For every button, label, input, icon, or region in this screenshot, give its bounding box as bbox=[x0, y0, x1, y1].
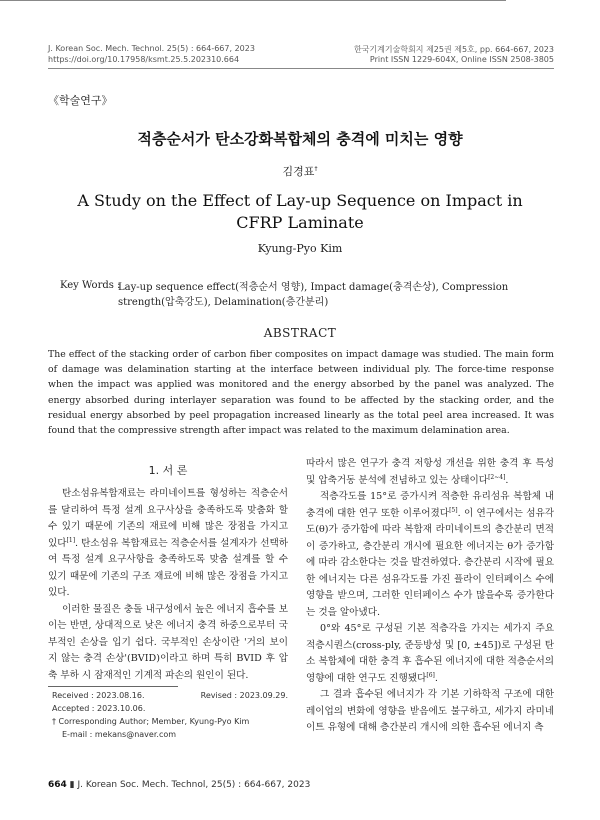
paper-title-en-line2: CFRP Laminate bbox=[236, 213, 364, 232]
keywords-label: Key Words : bbox=[60, 280, 121, 291]
revised-date: Revised : 2023.09.29. bbox=[200, 691, 288, 700]
page-footer bbox=[48, 780, 310, 790]
right-p2-text-b: . 이 연구에서는 섬유각도(θ)가 증가함에 따라 복합재 라미네이트의 층간분리 면적이 증가하고, 층간분리 개시에 필요한 에너지는 θ가 증가함에 따라 감소한다는 것을 발견하였다. 층간분리 시작에 필요한 에너지는 다른 섬유각도를 가진 플라이 인터페이스 수에 영향을 받으며, 그러한 인터페이스 수가 많을수록 증가한다는 것을 알아냈다. bbox=[306, 507, 554, 618]
author-en: Kyung-Pyo Kim bbox=[257, 242, 343, 255]
intro-column-right bbox=[306, 456, 554, 737]
section-tag: 《학술연구》 bbox=[48, 94, 113, 107]
paper-title-ko: 적층순서가 탄소강화복합체의 충격에 미치는 영향 bbox=[137, 130, 463, 148]
citation-ref: [6] bbox=[426, 671, 435, 679]
corresponding-author: † Corresponding Author; Member, Kyung-Pyo Kim bbox=[52, 717, 250, 726]
author-email[interactable]: E-mail : mekans@naver.com bbox=[62, 730, 177, 739]
abstract-heading: ABSTRACT bbox=[263, 326, 337, 340]
author-ko bbox=[0, 163, 600, 179]
right-paragraph-3 bbox=[306, 621, 554, 687]
right-p3-text-a: 0°와 45°로 구성된 기본 적층각을 가지는 세가지 주요 적층시퀀스(cross-ply, 준등방성 및 [0, ±45])로 구성된 탄소 복합체에 대한 충격 후 흡수된 에너지에 대한 적층순서의 영향에 대한 연구도 진행됐다 bbox=[306, 623, 554, 684]
right-paragraph-1 bbox=[306, 456, 554, 489]
header-divider bbox=[48, 68, 554, 69]
abstract-body: The effect of the stacking order of carbon fiber composites on impact damage was studied. The main form of damage was delamination starting at the interface between individual ply. The force-time response when the impact was applied was monitored and the energy absorbed by the panel was analyzed. The energy absorbed during interlayer separation was found to be affected by the stacking order, and the residual energy absorbed by peel propagation increased linearly as the total peel area increased. It was found that the compressive strength after impact was related to the maximum delamination area. bbox=[48, 349, 554, 437]
issn-info: Print ISSN 1229-604X, Online ISSN 2508-3805 bbox=[369, 55, 554, 64]
paper-title-en-line1: A Study on the Effect of Lay-up Sequence on Impact in bbox=[77, 191, 523, 210]
intro-p1-text-b: . 탄소섬유 복합재료는 적층순서를 설계자가 선택하여 특정 설계 요구사항을 충족하도록 맞춤 설계를 할 수 있기 때문에 기존의 구조 재료에 비해 많은 장점을 가지고 있다. bbox=[48, 537, 288, 598]
footer-divider bbox=[0, 0, 506, 1]
footer-journal: J. Korean Soc. Mech. Technol, 25(5) : 664-667, 2023 bbox=[77, 780, 311, 790]
journal-citation-ko: 한국기계기술학회지 제25권 제5호, pp. 664-667, 2023 bbox=[353, 45, 554, 54]
right-paragraph-2 bbox=[306, 489, 554, 621]
section-heading-intro: 1. 서 론 bbox=[148, 464, 188, 477]
author-ko-name: 김경표 bbox=[282, 165, 315, 178]
right-p1-text-a: 따라서 많은 연구가 충격 저항성 개선을 위한 충격 후 특성 및 압축거동 분석에 전념하고 있는 상태이다 bbox=[306, 458, 554, 486]
intro-paragraph-1 bbox=[48, 486, 288, 602]
page-number: 664 bbox=[48, 780, 67, 790]
keywords-text: Lay-up sequence effect(적층순서 영향), Impact damage(충격손상), Compression strength(압축강도), Delamination(층간분리) bbox=[118, 282, 509, 308]
received-date: Received : 2023.08.16. bbox=[52, 691, 145, 700]
right-paragraph-4: 그 결과 흡수된 에너지가 각 기본 기하학적 구조에 대한 레이업의 변화에 영향을 받음에도 불구하고, 세가지 라미네이트 유형에 대해 층간분리 개시에 의한 흡수된 에너지 측 bbox=[306, 689, 554, 733]
intro-paragraph-2: 이러한 물질은 충돌 내구성에서 높은 에너지 흡수를 보이는 반면, 상대적으로 낮은 에너지 충격 하중으로부터 국부적인 손상을 입기 쉽다. 국부적인 손상이란 '거의 보이지 않는 충격 손상'(BVID)이라고 하며 특히 BVID 후 압축 부하 시 잠재적인 기계적 파손의 원인이 된다. bbox=[48, 603, 288, 681]
paper-title-en bbox=[0, 190, 600, 234]
footnote-divider bbox=[48, 686, 178, 687]
accepted-date: Accepted : 2023.10.06. bbox=[52, 704, 146, 713]
footnote-dates bbox=[52, 690, 288, 703]
footer-separator: ▮ bbox=[69, 780, 75, 790]
intro-p1-text-a: 탄소섬유복합재료는 라미네이트를 형성하는 적층순서를 달리하여 특정 설계 요구사상을 충족하도록 맞춤화 할 수 있기 때문에 기존의 재료에 비해 많은 장점을 가지고 있다 bbox=[48, 488, 288, 549]
citation-ref: [2~4] bbox=[488, 473, 506, 481]
citation-ref: [1] bbox=[66, 536, 76, 544]
journal-citation: J. Korean Soc. Mech. Technol. 25(5) : 664-667, 2023 bbox=[48, 44, 255, 53]
corresponding-mark: † bbox=[314, 165, 318, 173]
citation-ref: [5] bbox=[449, 506, 458, 514]
right-p3-text-b: . bbox=[434, 672, 438, 684]
intro-column-left bbox=[48, 486, 288, 684]
right-p1-text-b: . bbox=[505, 474, 509, 486]
doi-link[interactable]: https://doi.org/10.17958/ksmt.25.5.202310.664 bbox=[48, 55, 240, 64]
right-p2-text-a: 적층각도를 15°로 증가시켜 적층한 유리섬유 복합체 내충격에 대한 연구 또한 이루어졌다 bbox=[306, 491, 554, 519]
